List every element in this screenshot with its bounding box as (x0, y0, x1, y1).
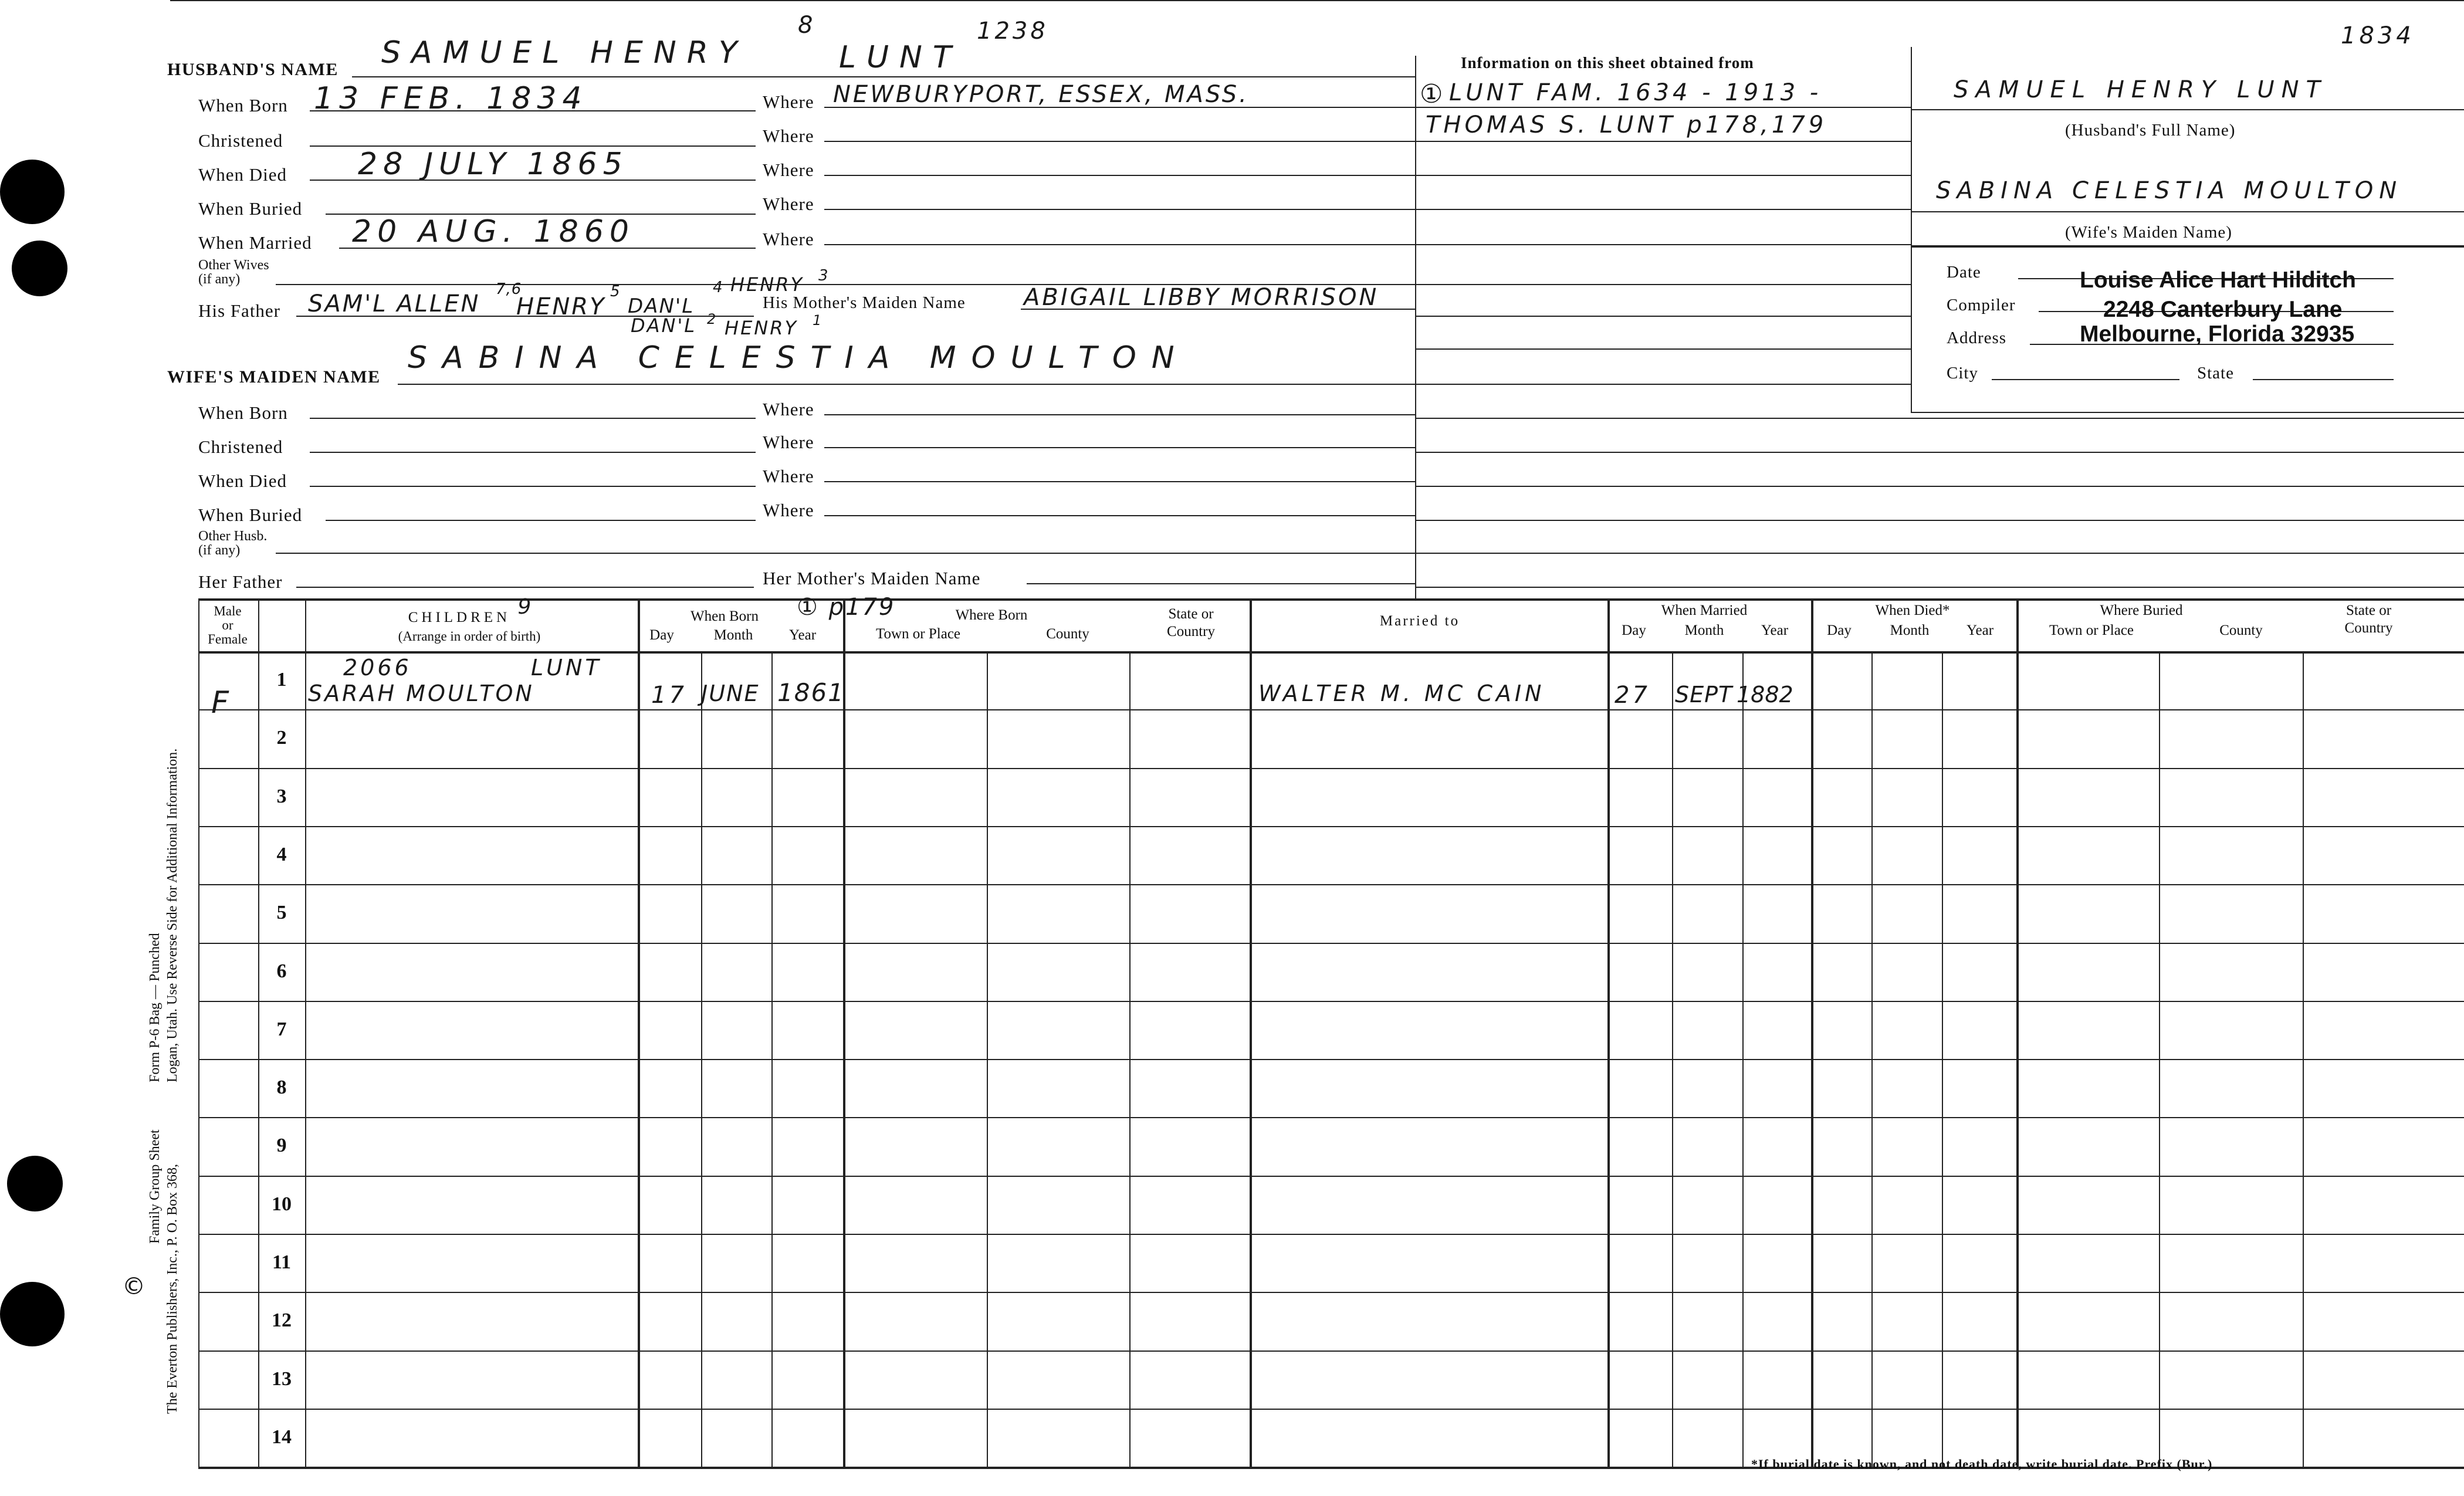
source-line (1415, 175, 1911, 176)
col-line (198, 598, 199, 1467)
child-1-born-year: 1861 (777, 678, 845, 707)
table-row-line (198, 884, 2464, 885)
wife-when-born-label: When Born (198, 402, 288, 423)
table-row-line (198, 1409, 2464, 1410)
child-1-born-day: 17 (651, 682, 687, 709)
state-label: State (2197, 364, 2234, 383)
died-where-line (824, 175, 1415, 176)
burial-footnote: *If burial date is known, and not death date, write burial date. Prefix (Bur.) (1751, 1457, 2213, 1471)
row-number: 14 (272, 1426, 292, 1448)
row-number: 7 (276, 1018, 287, 1040)
child-1-surname: LUNT (531, 655, 602, 681)
source-line (1415, 553, 2464, 554)
her-father-label: Her Father (198, 571, 283, 592)
source-line (1415, 587, 2464, 588)
header-sex (198, 604, 257, 647)
child-1-married-to: WALTER M. MC CAIN (1258, 681, 1545, 706)
row-number: 11 (272, 1251, 292, 1273)
source-line (1415, 141, 1911, 142)
row-number: 4 (276, 844, 287, 865)
his-father-sup6: 1 (813, 312, 828, 329)
compiler-address-line1: 2248 Canterbury Lane (2103, 297, 2343, 322)
source-line1-value: LUNT FAM. 1634 - 1913 - (1449, 79, 1822, 106)
source-line (1415, 209, 1911, 210)
source-line (1415, 384, 1911, 385)
col-line (1250, 598, 1252, 1467)
his-father-line3: HENRY (730, 273, 804, 296)
husband-born-value: 13 FEB. 1834 (314, 81, 588, 116)
where-label: Where (763, 399, 814, 419)
source-line (1415, 520, 2464, 521)
her-father-line (296, 587, 754, 588)
husband-born-where-value: NEWBURYPORT, ESSEX, MASS. (833, 81, 1249, 108)
compiler-address-line2: Melbourne, Florida 32935 (2080, 321, 2355, 347)
col-line (2016, 598, 2019, 1467)
row-number: 3 (276, 786, 287, 807)
info-obtained-label: Information on this sheet obtained from (1461, 54, 1754, 72)
source-line (1415, 244, 1911, 245)
right-box-left-border (1911, 47, 1912, 412)
his-mothers-maiden-name-label: His Mother's Maiden Name (763, 293, 966, 312)
wife-died-where-line (824, 481, 1415, 482)
wife-born-where-line (824, 414, 1415, 415)
husbands-full-name-caption: (Husband's Full Name) (2065, 121, 2236, 140)
where-label: Where (763, 432, 814, 452)
his-father-line4: DAN'L (631, 314, 697, 337)
his-father-line5: HENRY (725, 317, 798, 339)
table-row-line (198, 1234, 2464, 1235)
col-line (843, 598, 845, 1467)
header-where-born: Where Born (955, 607, 1028, 623)
header-buried-state (2303, 602, 2435, 637)
compiler-box-top (1911, 245, 2464, 248)
table-row-line (198, 1351, 2464, 1352)
city-label: City (1947, 364, 1978, 383)
christened-label: Christened (198, 130, 283, 151)
wifes-maiden-name-label: WIFE'S MAIDEN NAME (167, 367, 381, 387)
husband-married-value: 20 AUG. 1860 (352, 214, 635, 249)
sources-left-border (1415, 56, 1416, 598)
header-when-died: When Died* (1875, 603, 1950, 618)
header-buried-state-l2: Country (2344, 620, 2393, 636)
header-where-buried: Where Buried (2100, 603, 2183, 618)
his-father-label: His Father (198, 300, 281, 321)
header-married-year: Year (1761, 622, 1789, 638)
address-label: Address (1947, 329, 2007, 347)
husband-name-line (352, 76, 1415, 77)
husband-id-number: 1238 (977, 18, 1048, 45)
col-line (1607, 598, 1610, 1467)
source-line (1415, 418, 2464, 419)
header-died-day: Day (1827, 622, 1852, 638)
header-sex-line2: or (222, 618, 233, 632)
side-text-form: Form P-6 Bag — Punched (147, 933, 163, 1082)
header-born-county: County (1046, 626, 1089, 642)
wife-christened-line (310, 452, 756, 453)
her-mother-line (1027, 583, 1415, 584)
header-sex-line3: Female (208, 632, 248, 647)
her-mothers-maiden-name-label: Her Mother's Maiden Name (763, 568, 981, 588)
wifes-maiden-name-caption: (Wife's Maiden Name) (2065, 223, 2232, 242)
table-row-line (198, 768, 2464, 769)
wife-maiden-box-line (1911, 211, 2464, 212)
header-born-state-l1: State or (1168, 606, 1214, 622)
punch-hole-4 (0, 1282, 65, 1346)
header-born-month: Month (713, 627, 753, 643)
row-number: 12 (272, 1309, 292, 1331)
table-header-bottom (198, 651, 2464, 654)
table-row-line (198, 1059, 2464, 1060)
where-label: Where (763, 500, 814, 520)
wife-born-line (310, 418, 756, 419)
col-line (258, 598, 259, 1467)
other-husb-label: Other Husb. (198, 529, 268, 544)
other-wives-note: (if any) (198, 272, 241, 287)
header-children-title: CHILDREN (408, 610, 511, 625)
col-line (1811, 598, 1813, 1467)
copyright-mark: © (122, 1273, 145, 1300)
other-husb-line (276, 553, 1415, 554)
wife-maiden-name-value: SABINA CELESTIA MOULTON (408, 340, 1190, 375)
city-line (1992, 379, 2179, 380)
col-line (638, 598, 640, 1467)
source-line (1415, 316, 1911, 317)
husband-generation-mark: 8 (798, 12, 816, 39)
source-line (1415, 348, 1911, 350)
row-number: 13 (272, 1368, 292, 1390)
child-1-born-month: JUNE (701, 681, 760, 706)
his-father-value: SAM'L ALLEN (308, 290, 480, 317)
wife-maiden-name-box-value: SABINA CELESTIA MOULTON (1936, 177, 2403, 204)
husband-surname-value: LUNT (839, 40, 962, 75)
punch-hole-3 (7, 1156, 63, 1211)
header-died-year: Year (1966, 622, 1994, 638)
side-text-publisher: The Everton Publishers, Inc., P. O. Box 368, (165, 1164, 180, 1414)
header-children (305, 595, 634, 627)
buried-where-line (824, 209, 1415, 210)
row-number: 5 (276, 902, 287, 923)
child-1-married-day: 27 (1615, 682, 1650, 709)
compiler-label: Compiler (1947, 296, 2016, 314)
when-married-label: When Married (198, 232, 312, 253)
child-1-name: SARAH MOULTON (308, 681, 534, 706)
his-father-sup4: 3 (818, 267, 834, 285)
child-1-married-month: SEPT (1675, 682, 1733, 708)
header-born-year: Year (788, 627, 817, 643)
header-died-month: Month (1890, 622, 1930, 638)
when-died-label: When Died (198, 164, 287, 185)
his-father-sup1: 7,6 (496, 280, 522, 298)
state-line (2253, 379, 2394, 380)
husband-full-name-value: SAMUEL HENRY LUNT (1954, 76, 2327, 103)
christened-where-line (824, 141, 1415, 142)
wife-buried-where-line (824, 515, 1415, 516)
child-1-married-year: 1882 (1737, 682, 1793, 708)
row-number: 10 (272, 1193, 292, 1215)
his-father-line2b: DAN'L (628, 295, 695, 318)
side-text-sheet: Family Group Sheet (147, 1129, 163, 1244)
header-when-born: When Born (691, 608, 759, 624)
source-line (1415, 452, 2464, 453)
children-count: 9 (517, 595, 534, 619)
where-label: Where (763, 160, 814, 180)
table-row-line (198, 943, 2464, 944)
table-top-border (198, 598, 2464, 601)
his-father-sup2: 5 (610, 283, 626, 300)
wife-when-died-label: When Died (198, 471, 287, 491)
header-buried-town: Town or Place (2049, 622, 2134, 638)
row-number: 9 (276, 1135, 287, 1156)
when-born-label: When Born (198, 95, 288, 116)
header-born-state (1129, 605, 1253, 641)
table-row-line (198, 826, 2464, 827)
table-row-line (198, 1117, 2464, 1118)
wife-christened-label: Christened (198, 436, 283, 457)
source-line (1415, 284, 1911, 285)
when-buried-label: When Buried (198, 198, 303, 219)
header-born-town: Town or Place (875, 626, 961, 642)
where-label: Where (763, 92, 814, 112)
row-number: 6 (276, 960, 287, 982)
row-number: 1 (276, 669, 287, 691)
other-husb-note: (if any) (198, 543, 241, 558)
header-children-sub: (Arrange in order of birth) (398, 629, 541, 644)
child-1-id: 2066 (343, 655, 412, 681)
date-label: Date (1947, 263, 1981, 282)
wife-name-line (398, 384, 1415, 385)
his-mothers-maiden-name-value: ABIGAIL LIBBY MORRISON (1024, 284, 1379, 311)
header-buried-county: County (2219, 622, 2263, 638)
source-line1-mark: ① (1420, 79, 1446, 109)
compiler-name: Louise Alice Hart Hilditch (2080, 268, 2356, 293)
header-married-to: Married to (1379, 613, 1460, 629)
where-label: Where (763, 466, 814, 486)
row-number: 2 (276, 727, 287, 749)
table-row-line (198, 1176, 2464, 1177)
header-born-state-l2: Country (1167, 624, 1215, 639)
wife-christened-where-line (824, 447, 1415, 448)
header-when-married: When Married (1661, 603, 1748, 618)
husband-died-value: 28 JULY 1865 (358, 147, 628, 182)
born-source-ref: ① p179 (797, 594, 896, 621)
other-wives-label: Other Wives (198, 258, 269, 273)
wife-died-line (310, 486, 756, 487)
table-row-line (198, 1001, 2464, 1002)
row-number: 8 (276, 1077, 287, 1098)
top-border (170, 0, 2464, 1)
his-father-line2a: HENRY (516, 293, 606, 320)
corner-number: 1834 (2341, 22, 2415, 49)
child-1-sex: F (211, 685, 229, 720)
header-sex-line1: Male (214, 604, 242, 618)
wife-when-buried-label: When Buried (198, 505, 303, 525)
where-label: Where (763, 229, 814, 249)
husband-full-name-line (1911, 109, 2464, 110)
source-line (1415, 107, 1911, 108)
header-buried-state-l1: State or (2345, 603, 2392, 618)
compiler-box-bottom (1911, 412, 2464, 413)
col-line (305, 598, 306, 1467)
header-born-day: Day (649, 627, 674, 643)
side-text-form-2: Logan, Utah. Use Reverse Side for Additional Information. (165, 748, 180, 1082)
punch-hole-1 (0, 160, 65, 224)
header-married-day: Day (1622, 622, 1646, 638)
where-label: Where (763, 126, 814, 146)
husband-name-value: SAMUEL HENRY (381, 35, 748, 70)
source-line (1415, 486, 2464, 487)
his-father-sup3: 4 (713, 279, 729, 296)
punch-hole-2 (12, 241, 67, 296)
husbands-name-label: HUSBAND'S NAME (167, 60, 339, 79)
source-line2-value: THOMAS S. LUNT p178,179 (1426, 111, 1827, 138)
table-row-line (198, 1292, 2464, 1293)
his-father-sup5: 2 (707, 311, 722, 327)
where-label: Where (763, 194, 814, 214)
header-married-month: Month (1684, 622, 1724, 638)
table-row-line (198, 709, 2464, 710)
married-where-line (824, 244, 1415, 245)
wife-buried-line (326, 520, 756, 521)
